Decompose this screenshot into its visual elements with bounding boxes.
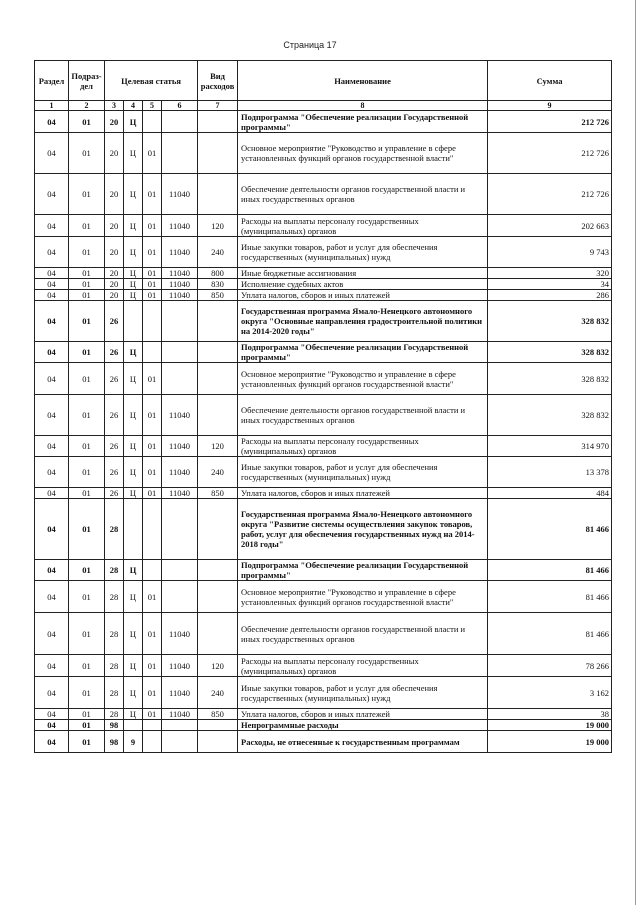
cell-razdel: 04 [35, 613, 69, 655]
cell-celevaya-1: 26 [105, 395, 124, 436]
cell-celevaya-2: Ц [124, 436, 143, 457]
scan-edge-line [635, 0, 636, 905]
cell-naimenovanie: Иные закупки товаров, работ и услуг для обеспечения государственных (муниципальных) нужд [238, 237, 488, 268]
cell-celevaya-1: 26 [105, 342, 124, 363]
cell-celevaya-3: 01 [143, 581, 162, 613]
table-row [35, 457, 612, 488]
cell-naimenovanie: Непрограммные расходы [238, 720, 488, 731]
cell-podrazdel: 01 [69, 488, 105, 499]
cell-podrazdel: 01 [69, 457, 105, 488]
column-number: 2 [69, 101, 105, 111]
cell-celevaya-1: 20 [105, 290, 124, 301]
cell-podrazdel: 01 [69, 677, 105, 709]
table-row [35, 655, 612, 677]
cell-naimenovanie: Иные бюджетные ассигнования [238, 268, 488, 279]
cell-podrazdel: 01 [69, 301, 105, 342]
table-row [35, 342, 612, 363]
cell-celevaya-4 [162, 581, 198, 613]
cell-podrazdel: 01 [69, 237, 105, 268]
cell-naimenovanie: Государственная программа Ямало-Ненецкого автономного округа "Основные направления градостроительной политики на 2014-2020 годы" [238, 301, 488, 342]
cell-celevaya-4: 11040 [162, 290, 198, 301]
cell-naimenovanie: Уплата налогов, сборов и иных платежей [238, 290, 488, 301]
column-number: 1 [35, 101, 69, 111]
table-row [35, 677, 612, 709]
header-vid-raskhodov: Вид расходов [198, 61, 238, 101]
cell-celevaya-3: 01 [143, 174, 162, 215]
cell-celevaya-2: Ц [124, 488, 143, 499]
cell-celevaya-2: Ц [124, 111, 143, 133]
cell-celevaya-1: 20 [105, 237, 124, 268]
cell-razdel: 04 [35, 363, 69, 395]
cell-celevaya-2 [124, 720, 143, 731]
cell-celevaya-3: 01 [143, 488, 162, 499]
cell-vid-raskhodov: 850 [198, 709, 238, 720]
cell-razdel: 04 [35, 457, 69, 488]
cell-celevaya-3: 01 [143, 395, 162, 436]
cell-celevaya-3: 01 [143, 215, 162, 237]
cell-celevaya-4: 11040 [162, 395, 198, 436]
cell-celevaya-4: 11040 [162, 613, 198, 655]
cell-podrazdel: 01 [69, 174, 105, 215]
cell-summa: 202 663 [488, 215, 612, 237]
column-number: 8 [238, 101, 488, 111]
cell-celevaya-1: 26 [105, 436, 124, 457]
cell-podrazdel: 01 [69, 709, 105, 720]
column-number: 7 [198, 101, 238, 111]
cell-celevaya-2: Ц [124, 237, 143, 268]
cell-razdel: 04 [35, 731, 69, 753]
cell-celevaya-3 [143, 301, 162, 342]
table-row [35, 581, 612, 613]
cell-celevaya-1: 28 [105, 677, 124, 709]
cell-celevaya-3: 01 [143, 237, 162, 268]
table-row [35, 395, 612, 436]
cell-summa: 212 726 [488, 174, 612, 215]
cell-summa: 78 266 [488, 655, 612, 677]
cell-razdel: 04 [35, 499, 69, 560]
cell-razdel: 04 [35, 720, 69, 731]
cell-razdel: 04 [35, 436, 69, 457]
cell-podrazdel: 01 [69, 290, 105, 301]
cell-vid-raskhodov [198, 560, 238, 581]
cell-naimenovanie: Обеспечение деятельности органов государственной власти и иных государственных органов [238, 395, 488, 436]
table-row [35, 290, 612, 301]
table-row [35, 279, 612, 290]
table-row [35, 720, 612, 731]
cell-naimenovanie: Исполнение судебных актов [238, 279, 488, 290]
header-razdel: Раздел [35, 61, 69, 101]
cell-naimenovanie: Основное мероприятие "Руководство и управление в сфере установленных функций органов государственной власти" [238, 363, 488, 395]
cell-celevaya-1: 26 [105, 457, 124, 488]
cell-vid-raskhodov [198, 342, 238, 363]
cell-vid-raskhodov: 240 [198, 457, 238, 488]
cell-naimenovanie: Уплата налогов, сборов и иных платежей [238, 488, 488, 499]
table-row [35, 111, 612, 133]
cell-celevaya-4: 11040 [162, 279, 198, 290]
cell-razdel: 04 [35, 342, 69, 363]
cell-summa: 81 466 [488, 499, 612, 560]
cell-celevaya-1: 26 [105, 488, 124, 499]
cell-naimenovanie: Расходы на выплаты персоналу государственных (муниципальных) органов [238, 436, 488, 457]
cell-vid-raskhodov [198, 363, 238, 395]
cell-razdel: 04 [35, 395, 69, 436]
cell-celevaya-4 [162, 363, 198, 395]
cell-naimenovanie: Иные закупки товаров, работ и услуг для обеспечения государственных (муниципальных) нужд [238, 677, 488, 709]
cell-celevaya-1: 98 [105, 720, 124, 731]
cell-celevaya-4: 11040 [162, 268, 198, 279]
cell-celevaya-2: Ц [124, 457, 143, 488]
cell-podrazdel: 01 [69, 342, 105, 363]
cell-razdel: 04 [35, 655, 69, 677]
table-row [35, 268, 612, 279]
table-row [35, 488, 612, 499]
cell-vid-raskhodov [198, 613, 238, 655]
cell-razdel: 04 [35, 133, 69, 174]
cell-podrazdel: 01 [69, 363, 105, 395]
cell-celevaya-3: 01 [143, 279, 162, 290]
cell-celevaya-3 [143, 499, 162, 560]
table-header-row [35, 61, 612, 101]
cell-podrazdel: 01 [69, 581, 105, 613]
cell-summa: 328 832 [488, 301, 612, 342]
cell-vid-raskhodov: 850 [198, 488, 238, 499]
cell-celevaya-4 [162, 301, 198, 342]
cell-celevaya-2 [124, 499, 143, 560]
cell-celevaya-4: 11040 [162, 237, 198, 268]
cell-razdel: 04 [35, 560, 69, 581]
cell-celevaya-4: 11040 [162, 709, 198, 720]
cell-celevaya-4: 11040 [162, 215, 198, 237]
cell-summa: 34 [488, 279, 612, 290]
cell-celevaya-3 [143, 342, 162, 363]
cell-celevaya-1: 26 [105, 301, 124, 342]
table-row [35, 499, 612, 560]
cell-celevaya-2: Ц [124, 560, 143, 581]
cell-celevaya-2: 9 [124, 731, 143, 753]
cell-naimenovanie: Обеспечение деятельности органов государственной власти и иных государственных органов [238, 613, 488, 655]
cell-summa: 81 466 [488, 560, 612, 581]
cell-razdel: 04 [35, 677, 69, 709]
cell-celevaya-3: 01 [143, 363, 162, 395]
cell-celevaya-2: Ц [124, 215, 143, 237]
cell-podrazdel: 01 [69, 560, 105, 581]
table-row [35, 363, 612, 395]
cell-podrazdel: 01 [69, 613, 105, 655]
cell-celevaya-3: 01 [143, 268, 162, 279]
cell-vid-raskhodov [198, 111, 238, 133]
cell-celevaya-2: Ц [124, 290, 143, 301]
cell-naimenovanie: Расходы на выплаты персоналу государственных (муниципальных) органов [238, 655, 488, 677]
column-number: 3 [105, 101, 124, 111]
cell-celevaya-3 [143, 720, 162, 731]
cell-celevaya-3 [143, 560, 162, 581]
cell-summa: 3 162 [488, 677, 612, 709]
cell-celevaya-1: 20 [105, 133, 124, 174]
cell-celevaya-2: Ц [124, 268, 143, 279]
table-row [35, 301, 612, 342]
cell-vid-raskhodov [198, 731, 238, 753]
table-row [35, 237, 612, 268]
cell-celevaya-4: 11040 [162, 457, 198, 488]
cell-celevaya-3: 01 [143, 613, 162, 655]
cell-summa: 286 [488, 290, 612, 301]
cell-celevaya-1: 28 [105, 613, 124, 655]
cell-celevaya-1: 26 [105, 363, 124, 395]
cell-celevaya-4: 11040 [162, 174, 198, 215]
cell-celevaya-2: Ц [124, 677, 143, 709]
cell-celevaya-3 [143, 731, 162, 753]
cell-naimenovanie: Иные закупки товаров, работ и услуг для обеспечения государственных (муниципальных) нужд [238, 457, 488, 488]
cell-naimenovanie: Обеспечение деятельности органов государственной власти и иных государственных органов [238, 174, 488, 215]
table-row [35, 215, 612, 237]
cell-naimenovanie: Подпрограмма "Обеспечение реализации Государственной программы" [238, 111, 488, 133]
cell-vid-raskhodov: 240 [198, 237, 238, 268]
column-number: 4 [124, 101, 143, 111]
cell-summa: 314 970 [488, 436, 612, 457]
cell-vid-raskhodov [198, 395, 238, 436]
cell-vid-raskhodov: 240 [198, 677, 238, 709]
cell-razdel: 04 [35, 581, 69, 613]
cell-celevaya-1: 20 [105, 174, 124, 215]
cell-summa: 9 743 [488, 237, 612, 268]
column-number: 5 [143, 101, 162, 111]
cell-celevaya-4: 11040 [162, 488, 198, 499]
table-row [35, 174, 612, 215]
column-number-row [35, 101, 612, 111]
table-row [35, 613, 612, 655]
cell-summa: 320 [488, 268, 612, 279]
cell-podrazdel: 01 [69, 279, 105, 290]
cell-celevaya-1: 98 [105, 731, 124, 753]
cell-podrazdel: 01 [69, 731, 105, 753]
cell-vid-raskhodov [198, 720, 238, 731]
cell-summa: 38 [488, 709, 612, 720]
cell-podrazdel: 01 [69, 133, 105, 174]
column-number: 6 [162, 101, 198, 111]
cell-celevaya-1: 20 [105, 279, 124, 290]
table-row [35, 436, 612, 457]
cell-podrazdel: 01 [69, 655, 105, 677]
cell-podrazdel: 01 [69, 111, 105, 133]
cell-celevaya-1: 20 [105, 111, 124, 133]
cell-vid-raskhodov [198, 499, 238, 560]
cell-celevaya-4: 11040 [162, 436, 198, 457]
header-podrazdel: Подраз-дел [69, 61, 105, 101]
column-number: 9 [488, 101, 612, 111]
cell-summa: 81 466 [488, 581, 612, 613]
cell-celevaya-2: Ц [124, 395, 143, 436]
cell-podrazdel: 01 [69, 436, 105, 457]
cell-celevaya-4 [162, 499, 198, 560]
header-celevaya-statya: Целевая статья [105, 61, 198, 101]
table-row [35, 709, 612, 720]
cell-summa: 484 [488, 488, 612, 499]
cell-celevaya-1: 20 [105, 215, 124, 237]
table-row [35, 133, 612, 174]
cell-celevaya-3: 01 [143, 655, 162, 677]
cell-celevaya-3: 01 [143, 290, 162, 301]
cell-celevaya-4 [162, 111, 198, 133]
cell-celevaya-2: Ц [124, 279, 143, 290]
cell-celevaya-1: 28 [105, 709, 124, 720]
cell-razdel: 04 [35, 215, 69, 237]
cell-vid-raskhodov: 800 [198, 268, 238, 279]
cell-naimenovanie: Основное мероприятие "Руководство и управление в сфере установленных функций органов государственной власти" [238, 581, 488, 613]
cell-summa: 81 466 [488, 613, 612, 655]
cell-celevaya-2: Ц [124, 581, 143, 613]
cell-naimenovanie: Расходы, не отнесенные к государственным программам [238, 731, 488, 753]
header-naimenovanie: Наименование [238, 61, 488, 101]
cell-celevaya-1: 28 [105, 499, 124, 560]
cell-razdel: 04 [35, 488, 69, 499]
cell-naimenovanie: Уплата налогов, сборов и иных платежей [238, 709, 488, 720]
cell-podrazdel: 01 [69, 720, 105, 731]
cell-vid-raskhodov: 120 [198, 436, 238, 457]
header-summa: Сумма [488, 61, 612, 101]
cell-naimenovanie: Подпрограмма "Обеспечение реализации Государственной программы" [238, 560, 488, 581]
cell-summa: 328 832 [488, 395, 612, 436]
cell-celevaya-1: 20 [105, 268, 124, 279]
cell-naimenovanie: Основное мероприятие "Руководство и управление в сфере установленных функций органов государственной власти" [238, 133, 488, 174]
cell-razdel: 04 [35, 279, 69, 290]
cell-podrazdel: 01 [69, 499, 105, 560]
cell-celevaya-2: Ц [124, 709, 143, 720]
cell-celevaya-3: 01 [143, 709, 162, 720]
cell-celevaya-4 [162, 133, 198, 174]
cell-celevaya-3: 01 [143, 457, 162, 488]
cell-summa: 328 832 [488, 363, 612, 395]
cell-razdel: 04 [35, 111, 69, 133]
cell-podrazdel: 01 [69, 395, 105, 436]
cell-razdel: 04 [35, 268, 69, 279]
cell-celevaya-1: 28 [105, 581, 124, 613]
cell-celevaya-4 [162, 560, 198, 581]
table-row [35, 560, 612, 581]
cell-podrazdel: 01 [69, 215, 105, 237]
cell-naimenovanie: Расходы на выплаты персоналу государственных (муниципальных) органов [238, 215, 488, 237]
cell-celevaya-4 [162, 731, 198, 753]
cell-summa: 212 726 [488, 133, 612, 174]
cell-vid-raskhodov [198, 301, 238, 342]
cell-razdel: 04 [35, 290, 69, 301]
cell-summa: 13 378 [488, 457, 612, 488]
cell-celevaya-4: 11040 [162, 655, 198, 677]
cell-celevaya-4 [162, 720, 198, 731]
cell-celevaya-1: 28 [105, 560, 124, 581]
table-body [35, 111, 612, 753]
cell-summa: 19 000 [488, 731, 612, 753]
cell-celevaya-1: 28 [105, 655, 124, 677]
cell-celevaya-4 [162, 342, 198, 363]
table-row [35, 731, 612, 753]
cell-celevaya-3 [143, 111, 162, 133]
cell-celevaya-2: Ц [124, 655, 143, 677]
cell-naimenovanie: Государственная программа Ямало-Ненецкого автономного округа "Развитие системы осуществления закупок товаров, работ, услуг для обеспечения государственных нужд на 2014-2018 годы" [238, 499, 488, 560]
cell-summa: 19 000 [488, 720, 612, 731]
cell-celevaya-2: Ц [124, 133, 143, 174]
cell-celevaya-3: 01 [143, 436, 162, 457]
cell-vid-raskhodov [198, 581, 238, 613]
cell-vid-raskhodov [198, 174, 238, 215]
cell-naimenovanie: Подпрограмма "Обеспечение реализации Государственной программы" [238, 342, 488, 363]
cell-vid-raskhodov: 850 [198, 290, 238, 301]
budget-table [34, 60, 612, 753]
cell-razdel: 04 [35, 709, 69, 720]
cell-celevaya-2: Ц [124, 613, 143, 655]
cell-celevaya-3: 01 [143, 677, 162, 709]
cell-podrazdel: 01 [69, 268, 105, 279]
cell-vid-raskhodov: 120 [198, 655, 238, 677]
cell-celevaya-2: Ц [124, 363, 143, 395]
cell-celevaya-4: 11040 [162, 677, 198, 709]
cell-summa: 212 726 [488, 111, 612, 133]
cell-summa: 328 832 [488, 342, 612, 363]
cell-razdel: 04 [35, 301, 69, 342]
cell-celevaya-2 [124, 301, 143, 342]
cell-razdel: 04 [35, 237, 69, 268]
cell-vid-raskhodov: 830 [198, 279, 238, 290]
cell-celevaya-2: Ц [124, 174, 143, 215]
cell-vid-raskhodov [198, 133, 238, 174]
cell-celevaya-3: 01 [143, 133, 162, 174]
cell-celevaya-2: Ц [124, 342, 143, 363]
page-number-label: Страница 17 [283, 40, 337, 50]
cell-razdel: 04 [35, 174, 69, 215]
cell-vid-raskhodov: 120 [198, 215, 238, 237]
